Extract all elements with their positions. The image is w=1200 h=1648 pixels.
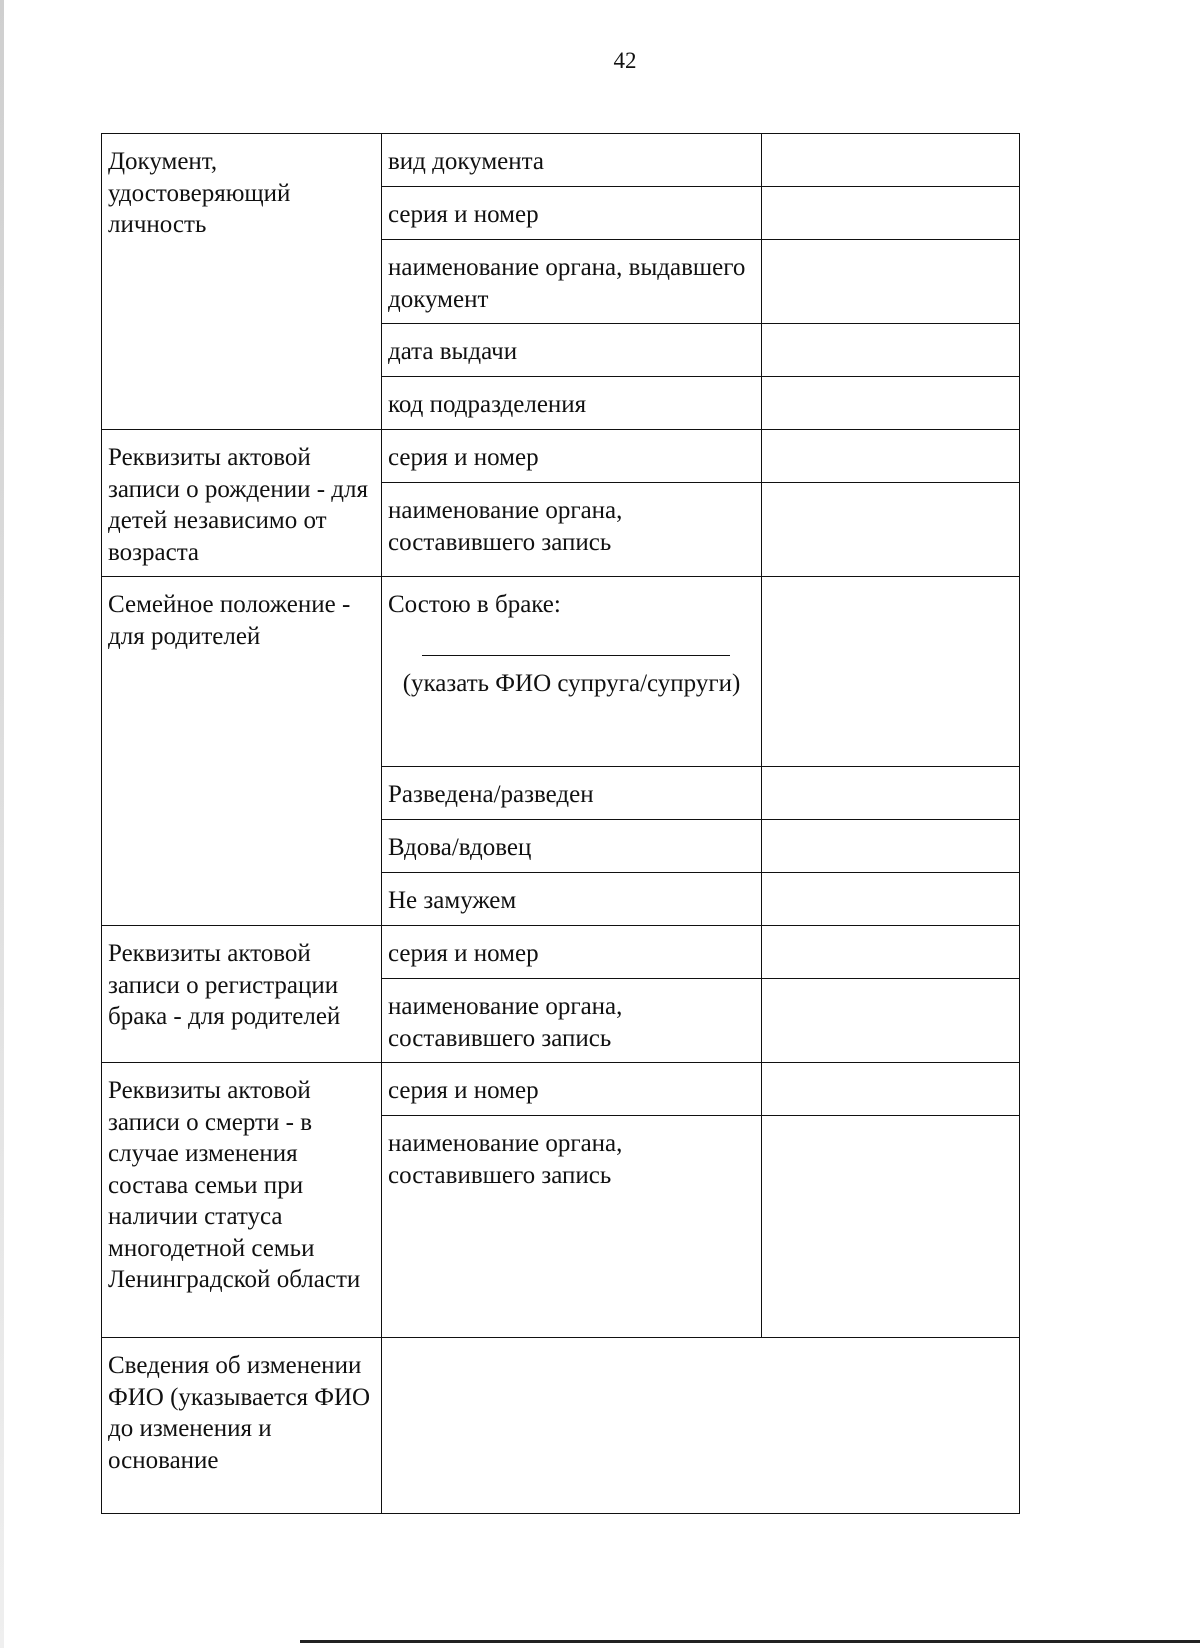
input-cell[interactable]	[762, 187, 1020, 240]
field-label: серия и номер	[382, 926, 762, 979]
input-cell[interactable]	[762, 1063, 1020, 1116]
field-label: код подразделения	[382, 377, 762, 430]
input-cell[interactable]	[762, 324, 1020, 377]
input-cell[interactable]	[762, 577, 1020, 767]
married-label: Состою в браке:	[388, 591, 561, 618]
marital-status-label: Семейное положение - для родителей	[102, 577, 382, 926]
input-cell[interactable]	[382, 1338, 1020, 1514]
form-table	[101, 133, 1020, 1514]
field-label: наименование органа, составившего запись	[382, 483, 762, 577]
spouse-name-line[interactable]	[422, 655, 730, 656]
input-cell[interactable]	[762, 377, 1020, 430]
table-row	[102, 1063, 1020, 1116]
spouse-name-note: (указать ФИО супруга/супруги)	[402, 669, 741, 697]
input-cell[interactable]	[762, 134, 1020, 187]
field-label: дата выдачи	[382, 324, 762, 377]
input-cell[interactable]	[762, 979, 1020, 1063]
scan-bottom-rule	[300, 1640, 1200, 1643]
field-label: серия и номер	[382, 187, 762, 240]
input-cell[interactable]	[762, 430, 1020, 483]
input-cell[interactable]	[762, 926, 1020, 979]
field-label: Разведена/разведен	[382, 767, 762, 820]
field-label: серия и номер	[382, 430, 762, 483]
page-number: 42	[613, 48, 637, 73]
field-label: вид документа	[382, 134, 762, 187]
married-cell	[382, 577, 762, 767]
field-label: наименование органа, выдавшего документ	[382, 240, 762, 324]
table-row	[102, 1338, 1020, 1514]
input-cell[interactable]	[762, 1116, 1020, 1338]
field-label: Не замужем	[382, 873, 762, 926]
table-row	[102, 134, 1020, 187]
input-cell[interactable]	[762, 240, 1020, 324]
input-cell[interactable]	[762, 873, 1020, 926]
table-row	[102, 926, 1020, 979]
field-label: наименование органа, составившего запись	[382, 1116, 762, 1338]
birth-record-label: Реквизиты актовой записи о рождении - для детей независимо от возраста	[102, 430, 382, 577]
marriage-record-label: Реквизиты актовой записи о регистрации брака - для родителей	[102, 926, 382, 1063]
field-label: Вдова/вдовец	[382, 820, 762, 873]
death-record-label: Реквизиты актовой записи о смерти - в случае изменения состава семьи при наличии статуса многодетной семьи Ленинградской области	[102, 1063, 382, 1338]
table-row	[102, 430, 1020, 483]
input-cell[interactable]	[762, 483, 1020, 577]
scan-edge	[0, 0, 4, 1648]
input-cell[interactable]	[762, 820, 1020, 873]
identity-doc-label: Документ, удостоверяющий личность	[102, 134, 382, 430]
field-label: серия и номер	[382, 1063, 762, 1116]
name-change-label: Сведения об изменении ФИО (указывается ФИО до изменения и основание	[102, 1338, 382, 1514]
table-row	[102, 577, 1020, 767]
input-cell[interactable]	[762, 767, 1020, 820]
field-label: наименование органа, составившего запись	[382, 979, 762, 1063]
